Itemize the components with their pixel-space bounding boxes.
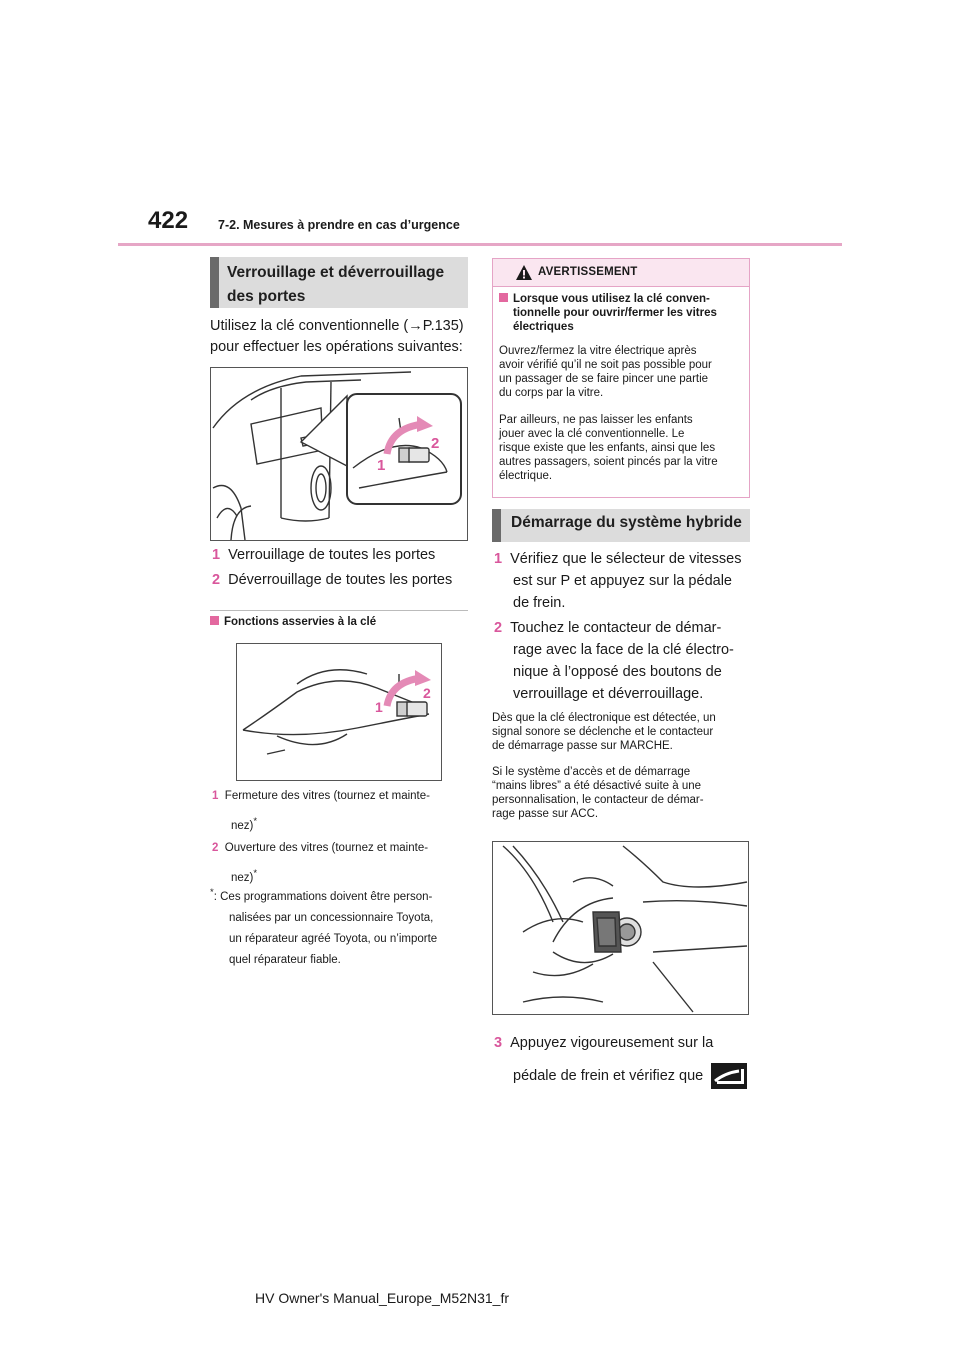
step-3: 3 Appuyez vigoureusement sur la pédale de frein et vérifiez que — [494, 1027, 756, 1093]
chapter-title: 7-2. Mesures à prendre en cas d’urgence — [218, 218, 460, 232]
warning-triangle-icon — [515, 264, 533, 281]
note-acc: Si le système d’accès et de démarrage “mains libres” a été désactivé suite à une personnalisation, le contacteur de démar- rage passe sur ACC. — [492, 766, 704, 820]
page-number: 422 — [148, 207, 189, 234]
header-rule — [118, 243, 842, 246]
list-item: 2 Ouverture des vitres (tournez et mainte- nez)* — [212, 842, 429, 884]
warning-box — [492, 258, 750, 498]
section-title-hybrid-start: Démarrage du système hybride — [492, 509, 750, 542]
item-number: 2 — [212, 572, 221, 588]
footer-manual-id: HV Owner's Manual_Europe_M52N31_fr — [255, 1290, 510, 1306]
warning-header — [493, 259, 749, 287]
car-door-illustration — [211, 368, 467, 540]
square-bullet-icon — [210, 616, 219, 625]
note-detection: Dès que la clé électronique est détectée, un signal sonore se déclenche et le contacteur de démarrage passe sur MARCHE. — [492, 712, 716, 752]
item-number: 1 — [212, 547, 221, 563]
subsection-title: Fonctions asservies à la clé — [210, 616, 376, 628]
intro-text — [210, 316, 472, 358]
figure-car-door-key — [210, 367, 468, 541]
item-number: 1 — [212, 790, 219, 802]
item-text: Verrouillage de toutes les portes — [228, 547, 436, 563]
brake-pedal-indicator-icon — [711, 1063, 747, 1089]
fig1-label-1: 1 — [377, 457, 386, 474]
warning-paragraph-1: Ouvrez/fermez la vitre électrique après avoir vérifié qu’il ne soit pas possible pour un passager de se faire pincer une partie du corps par la vitre. — [499, 345, 712, 399]
figure-key-touch-switch — [492, 841, 749, 1015]
square-bullet-icon — [499, 293, 508, 302]
step-2: 2 Touchez le contacteur de démar- rage avec la face de la clé électro- nique à l’opposé des boutons de verrouillage et déverrouillage. — [494, 620, 734, 702]
fig2-label-2: 2 — [423, 685, 431, 701]
warning-title: AVERTISSEMENT — [538, 266, 638, 278]
warning-paragraph-2: Par ailleurs, ne pas laisser les enfants jouer avec la clé conventionnelle. Le risque existe que les enfants, ainsi que les autres passagers, soient pincés par la vitre électrique. — [499, 414, 718, 482]
list-item — [212, 569, 452, 591]
warning-heading: Lorsque vous utilisez la clé conven- tionnelle pour ouvrir/fermer les vitres électriques — [499, 292, 745, 334]
list-item — [212, 544, 435, 566]
step-1: 1 Vérifiez que le sélecteur de vitesses est sur P et appuyez sur la pédale de frein. — [494, 551, 742, 611]
fig2-label-1: 1 — [375, 699, 383, 715]
section-title-doors: Verrouillage et déverrouillage des portes — [210, 257, 468, 308]
page-reference-link[interactable]: →P.135) — [408, 318, 464, 334]
divider — [210, 610, 468, 611]
start-switch-illustration — [493, 842, 748, 1014]
intro-line2: pour effectuer les opérations suivantes: — [210, 339, 463, 355]
list-item: 1 Fermeture des vitres (tournez et mainte- nez)* — [212, 790, 430, 832]
footnote: *: Ces programmations doivent être person- nalisées par un concessionnaire Toyota, un réparateur agréé Toyota, ou n’importe quel réparateur fiable. — [210, 887, 438, 966]
item-text: Déverrouillage de toutes les portes — [228, 572, 453, 588]
figure-door-handle-key — [236, 643, 442, 781]
item-number: 2 — [212, 842, 219, 854]
intro-line1: Utilisez la clé conventionnelle ( — [210, 318, 409, 334]
fig1-label-2: 2 — [431, 435, 440, 452]
door-handle-illustration — [237, 644, 441, 780]
